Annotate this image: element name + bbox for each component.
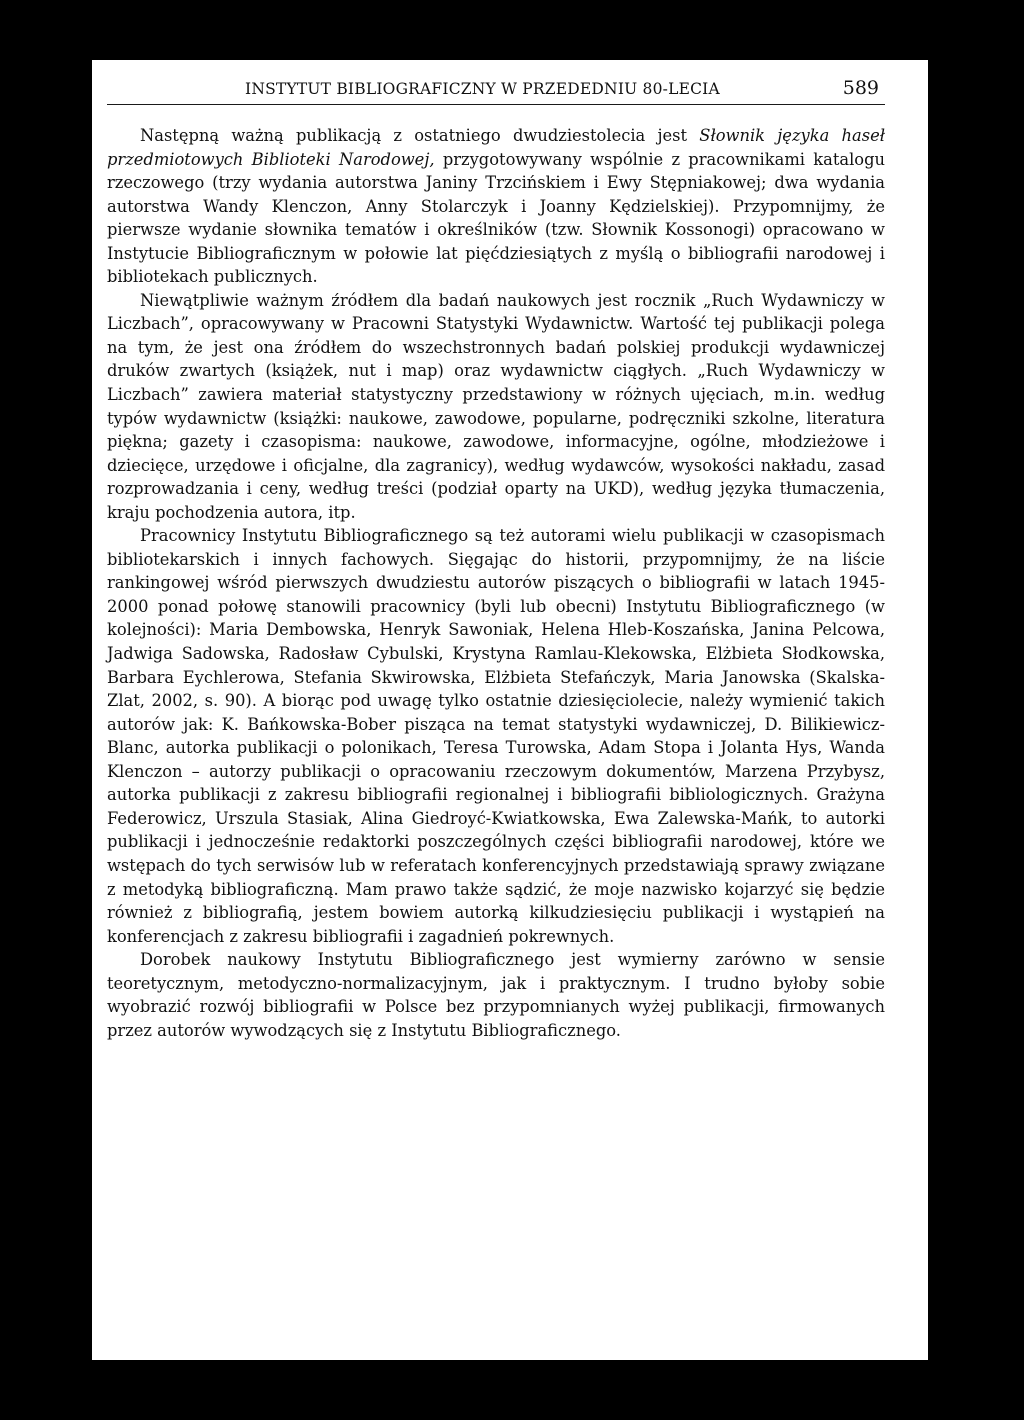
paragraph: Niewątpliwie ważnym źródłem dla badań naukowych jest rocznik „Ruch Wydawniczy w Liczbach”, opracowywany w Pracowni Statystyki Wydawnictw. Wartość tej publikacji polega na tym, że jest ona źródłem do wszechstronnych badań polskiej produkcji wydawniczej druków zwartych (książek, nut i map) oraz wydawnictw ciągłych. „Ruch Wydawniczy w Liczbach” zawiera materiał statystyczny przedstawiony w różnych ujęciach, m.in. według typów wydawnictw (książki: naukowe, zawodowe, popularne, podręczniki szkolne, literatura piękna; gazety i czasopisma: naukowe, zawodowe, informacyjne, ogólne, młodzieżowe i dziecięce, urzędowe i oficjalne, dla zagranicy), według wydawców, wysokości nakładu, zasad rozprowadzania i ceny, według treści (podział oparty na UKD), według języka tłumaczenia, kraju pochodzenia autora, itp. xyxy=(107,290,885,522)
page-number: 589 xyxy=(842,77,879,99)
paragraph: Pracownicy Instytutu Bibliograficznego są też autorami wielu publikacji w czasopismach bibliotekarskich i innych fachowych. Sięgając do historii, przypomnijmy, że na liście rankingowej wśród pierwszych dwudziestu autorów piszących o bibliografii w latach 1945-2000 ponad połowę stanowili pracownicy (byli lub obecni) Instytutu Bibliograficznego (w kolejności): Maria Dembowska, Henryk Sawoniak, Helena Hleb-Koszańska, Janina Pelcowa, Jadwiga Sadowska, Radosław Cybulski, Krystyna Ramlau-Klekowska, Elżbieta Słodkowska, Barbara Eychlerowa, Stefania Skwirowska, Elżbieta Stefańczyk, Maria Janowska (Skalska-Zlat, 2002, s. 90). A biorąc pod uwagę tylko ostatnie dziesięciolecie, należy wymienić takich autorów jak: K. Bańkowska-Bober pisząca na temat statystyki wydawniczej, D. Bilikiewicz-Blanc, autorka publikacji o polonikach, Teresa Turowska, Adam Stopa i Jolanta Hys, Wanda Klenczon – autorzy publikacji o opracowaniu rzeczowym dokumentów, Marzena Przybysz, autorka publikacji z zakresu bibliografii regionalnej i bibliografii bibliologicznych. Grażyna Federowicz, Urszula Stasiak, Alina Giedroyć-Kwiatkowska, Ewa Zalewska-Mańk, to autorki publikacji i jednocześnie redaktorki poszczególnych części bibliografii narodowej, które we wstępach do tych serwisów lub w referatach konferencyjnych przedstawiają sprawy związane z metodyką bibliograficzną. Mam prawo także sądzić, że moje nazwisko kojarzyć się będzie również z bibliografią, jestem bowiem autorką kilkudziesięciu publikacji i wystąpień na konferencjach z zakresu bibliografii i zagadnień pokrewnych. xyxy=(107,526,885,946)
paragraph-text: Następną ważną publikacją z ostatniego dwudziestolecia jest xyxy=(140,126,700,145)
running-title: INSTYTUT BIBLIOGRAFICZNY W PRZEDEDNIU 80-LECIA xyxy=(245,80,720,98)
paragraph xyxy=(107,124,885,289)
paragraph-text: przygotowywany wspólnie z pracownikami katalogu rzeczowego (trzy wydania autorstwa Janiny Trzcińskiem i Ewy Stępniakowej; dwa wydania autorstwa Wandy Klenczon, Anny Stolarczyk i Joanny Kędzielskiej). Przypomnijmy, że pierwsze wydanie słownika tematów i określników (tzw. Słownik Kossonogi) opracowano w Instytucie Bibliograficznym w połowie lat pięćdziesiątych z myślą o bibliografii narodowej i bibliotekach publicznych. xyxy=(107,149,885,287)
publication-title: Słownik języka haseł przedmiotowych Biblioteki Narodowej, xyxy=(107,126,885,169)
paragraph: Dorobek naukowy Instytutu Bibliograficznego jest wymierny zarówno w sensie teoretycznym, metodyczno-normalizacyjnym, jak i praktycznym. I trudno byłoby sobie wyobrazić rozwój bibliografii w Polsce bez przypomnianych wyżej publikacji, firmowanych przez autorów wywodzących się z Instytutu Bibliograficznego. xyxy=(107,950,885,1040)
body-text xyxy=(107,124,885,1042)
page-header xyxy=(107,76,885,105)
document-page xyxy=(92,60,928,1360)
